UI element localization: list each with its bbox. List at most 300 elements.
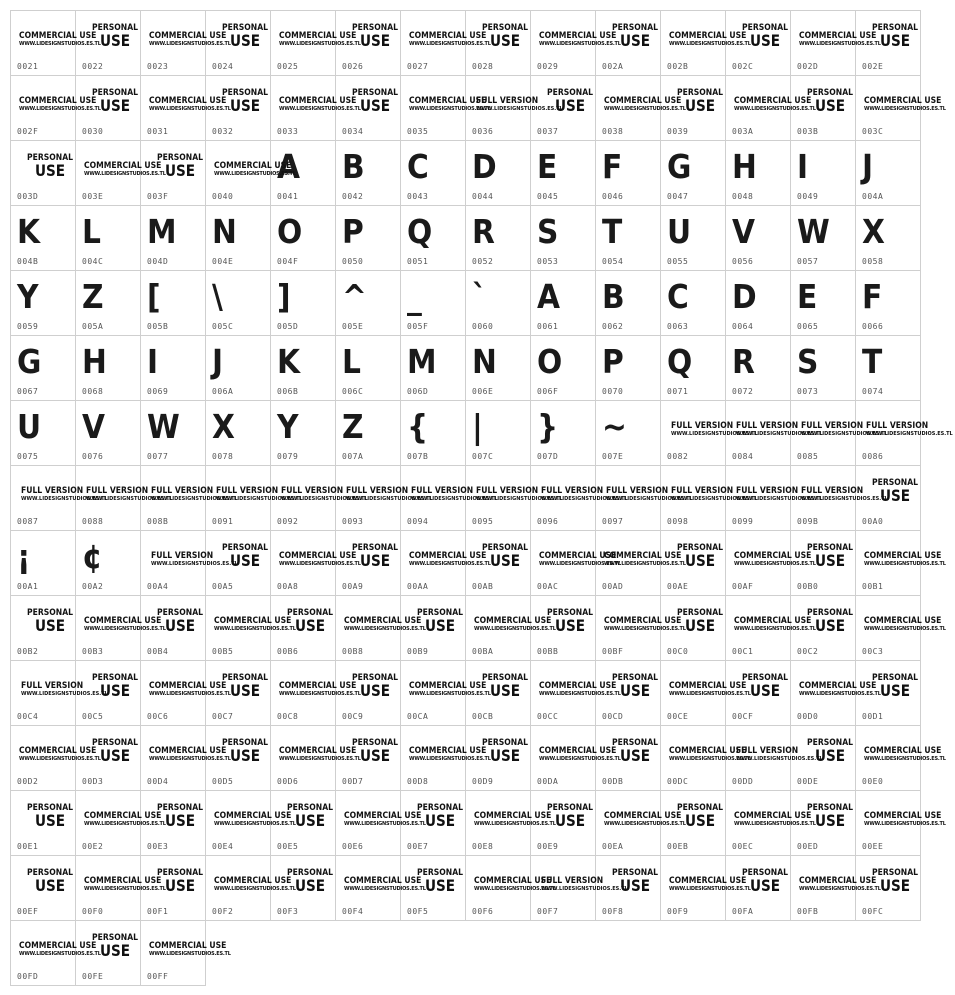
glyph-character: } [537,407,559,446]
glyph-cell [400,400,466,466]
personal-use-watermark [88,88,142,114]
glyph-cell [75,400,141,466]
watermark-title: COMMERCIAL USE [214,876,292,886]
watermark-url: WWW.LIDESIGNSTUDIOS.ES.TL [279,756,361,762]
watermark-personal: PERSONAL [482,23,528,33]
watermark-url: WWW.LIDESIGNSTUDIOS.ES.TL [149,41,231,47]
watermark-title: COMMERCIAL USE [214,161,292,171]
glyph-code: 00F5 [407,907,429,916]
commercial-use-watermark [864,811,955,827]
glyph-code: 00D1 [862,712,884,721]
watermark-personal: PERSONAL [742,673,788,683]
watermark-use: USE [164,811,196,830]
watermark-personal: PERSONAL [677,88,723,98]
glyph-cell [660,270,726,336]
watermark-title: FULL VERSION [21,681,84,691]
watermark-title: FULL VERSION [671,421,734,431]
glyph-character: Q [407,212,433,251]
watermark-url: WWW.LIDESIGNSTUDIOS.ES.TL [864,626,946,632]
watermark-personal: PERSONAL [612,673,658,683]
personal-use-watermark [348,738,402,764]
watermark-personal: PERSONAL [612,738,658,748]
glyph-code: 0086 [862,452,884,461]
glyph-character: K [277,342,301,381]
watermark-url: WWW.LIDESIGNSTUDIOS.ES.TL [409,756,491,762]
watermark-personal: PERSONAL [482,543,528,553]
watermark-use: USE [164,161,196,180]
glyph-code: 00B5 [212,647,234,656]
watermark-url: WWW.LIDESIGNSTUDIOS.ES.TL [799,691,881,697]
watermark-use: USE [619,681,651,700]
glyph-code: 0021 [17,62,39,71]
watermark-use: USE [749,681,781,700]
glyph-code: 00E6 [342,842,364,851]
watermark-url: WWW.LIDESIGNSTUDIOS.ES.TL [279,691,361,697]
glyph-character: H [82,342,107,381]
watermark-title: COMMERCIAL USE [214,616,292,626]
watermark-personal: PERSONAL [677,608,723,618]
glyph-code: 00E7 [407,842,429,851]
glyph-code: 004B [17,257,39,266]
watermark-url: WWW.LIDESIGNSTUDIOS.ES.TL [539,756,621,762]
watermark-use: USE [554,96,586,115]
watermark-url: WWW.LIDESIGNSTUDIOS.ES.TL [476,106,563,112]
watermark-use: USE [489,31,521,50]
watermark-title: FULL VERSION [541,876,604,886]
personal-use-watermark [348,673,402,699]
glyph-cell [855,140,921,206]
watermark-use: USE [294,616,326,635]
glyph-code: 0038 [602,127,624,136]
glyph-code: 003F [147,192,169,201]
glyph-cell [530,140,596,206]
glyph-code: 0055 [667,257,689,266]
watermark-personal: PERSONAL [547,88,593,98]
watermark-title: COMMERCIAL USE [474,616,552,626]
watermark-title: COMMERCIAL USE [279,31,357,41]
glyph-cell [855,75,946,141]
glyph-code: 009B [797,517,819,526]
watermark-url: WWW.LIDESIGNSTUDIOS.ES.TL [669,886,751,892]
glyph-code: 0045 [537,192,559,201]
personal-use-watermark [153,153,207,179]
glyph-code: 0067 [17,387,39,396]
glyph-code: 00BA [472,647,494,656]
glyph-code: 0047 [667,192,689,201]
glyph-cell [205,270,271,336]
watermark-url: WWW.LIDESIGNSTUDIOS.ES.TL [669,41,751,47]
glyph-code: 00DC [667,777,689,786]
watermark-personal: PERSONAL [807,738,853,748]
personal-use-watermark [803,88,857,114]
glyph-code: 00A0 [862,517,884,526]
personal-use-watermark [23,153,77,179]
watermark-title: COMMERCIAL USE [84,616,162,626]
glyph-code: 0052 [472,257,494,266]
glyph-code: 00DB [602,777,624,786]
glyph-code: 00A5 [212,582,234,591]
glyph-cell [855,725,946,791]
glyph-cell [400,140,466,206]
glyph-code: 0053 [537,257,559,266]
glyph-character: I [797,147,809,186]
glyph-character: C [407,147,429,186]
glyph-cell [465,140,531,206]
watermark-personal: PERSONAL [287,803,333,813]
glyph-cell [725,335,791,401]
glyph-code: 0031 [147,127,169,136]
glyph-code: 00E3 [147,842,169,851]
glyph-character: Y [277,407,299,446]
glyph-code: 0063 [667,322,689,331]
glyph-cell [530,270,596,336]
glyph-code: 005F [407,322,429,331]
glyph-code: 00F7 [537,907,559,916]
personal-use-watermark [88,673,142,699]
watermark-title: COMMERCIAL USE [84,876,162,886]
personal-use-watermark [348,543,402,569]
watermark-title: COMMERCIAL USE [539,681,617,691]
watermark-title: COMMERCIAL USE [409,746,487,756]
glyph-grid [10,10,953,985]
glyph-code: 0057 [797,257,819,266]
glyph-code: 00EF [17,907,39,916]
watermark-url: WWW.LIDESIGNSTUDIOS.ES.TL [346,496,433,502]
glyph-cell [465,335,531,401]
personal-use-watermark [88,933,142,959]
watermark-title: FULL VERSION [216,486,279,496]
glyph-code: 006B [277,387,299,396]
glyph-code: 00D2 [17,777,39,786]
glyph-code: 00B6 [277,647,299,656]
glyph-code: 00E2 [82,842,104,851]
glyph-character: { [407,407,429,446]
glyph-code: 006F [537,387,559,396]
watermark-use: USE [619,746,651,765]
personal-use-watermark [543,803,597,829]
glyph-code: 00F6 [472,907,494,916]
glyph-character: N [212,212,237,251]
glyph-cell [335,270,401,336]
glyph-code: 006C [342,387,364,396]
glyph-code: 00F8 [602,907,624,916]
watermark-title: FULL VERSION [21,486,84,496]
glyph-cell [205,400,271,466]
glyph-character: M [407,342,437,381]
glyph-cell [465,205,531,271]
glyph-code: 007C [472,452,494,461]
watermark-url: WWW.LIDESIGNSTUDIOS.ES.TL [214,886,296,892]
glyph-character: M [147,212,177,251]
watermark-personal: PERSONAL [417,608,463,618]
watermark-url: WWW.LIDESIGNSTUDIOS.ES.TL [151,496,238,502]
personal-use-watermark [478,673,532,699]
glyph-cell [75,530,141,596]
watermark-title: COMMERCIAL USE [279,681,357,691]
watermark-use: USE [814,811,846,830]
watermark-url: WWW.LIDESIGNSTUDIOS.ES.TL [214,171,296,177]
glyph-code: 008B [147,517,169,526]
watermark-use: USE [684,811,716,830]
personal-use-watermark [868,868,922,894]
watermark-personal: PERSONAL [27,868,73,878]
watermark-title: COMMERCIAL USE [474,876,552,886]
glyph-code: 002A [602,62,624,71]
commercial-use-watermark [864,96,955,112]
glyph-code: 00AA [407,582,429,591]
glyph-code: 0087 [17,517,39,526]
glyph-code: 005A [82,322,104,331]
watermark-title: COMMERCIAL USE [669,31,747,41]
glyph-cell [10,140,76,206]
glyph-code: 00C3 [862,647,884,656]
watermark-use: USE [814,746,846,765]
glyph-character: C [667,277,689,316]
glyph-cell [10,855,76,921]
glyph-character: ¢ [82,537,103,576]
glyph-code: 0099 [732,517,754,526]
watermark-title: FULL VERSION [151,551,214,561]
glyph-cell [660,205,726,271]
personal-use-watermark [868,23,922,49]
glyph-character: U [667,212,692,251]
watermark-url: WWW.LIDESIGNSTUDIOS.ES.TL [736,431,823,437]
glyph-cell [530,335,596,401]
glyph-code: 0022 [82,62,104,71]
glyph-code: 007A [342,452,364,461]
watermark-url: WWW.LIDESIGNSTUDIOS.ES.TL [279,561,361,567]
personal-use-watermark [23,803,77,829]
watermark-personal: PERSONAL [157,868,203,878]
glyph-code: 0088 [82,517,104,526]
watermark-title: COMMERCIAL USE [149,681,227,691]
watermark-title: COMMERCIAL USE [864,746,942,756]
glyph-code: 00F2 [212,907,234,916]
watermark-url: WWW.LIDESIGNSTUDIOS.ES.TL [409,41,491,47]
watermark-title: FULL VERSION [801,421,864,431]
glyph-code: 00EA [602,842,624,851]
watermark-personal: PERSONAL [417,803,463,813]
glyph-character: B [342,147,365,186]
watermark-personal: PERSONAL [92,23,138,33]
watermark-personal: PERSONAL [417,868,463,878]
watermark-title: COMMERCIAL USE [344,876,422,886]
glyph-cell [790,205,856,271]
watermark-title: COMMERCIAL USE [149,746,227,756]
glyph-character: V [82,407,105,446]
glyph-cell [855,205,921,271]
personal-use-watermark [868,478,922,504]
glyph-code: 0059 [17,322,39,331]
watermark-personal: PERSONAL [222,23,268,33]
glyph-code: 004A [862,192,884,201]
glyph-code: 00C9 [342,712,364,721]
glyph-code: 00EB [667,842,689,851]
personal-use-watermark [803,738,857,764]
glyph-code: 0069 [147,387,169,396]
glyph-cell [725,270,791,336]
watermark-url: WWW.LIDESIGNSTUDIOS.ES.TL [541,496,628,502]
watermark-personal: PERSONAL [222,543,268,553]
watermark-url: WWW.LIDESIGNSTUDIOS.ES.TL [539,41,621,47]
watermark-title: FULL VERSION [736,746,799,756]
watermark-url: WWW.LIDESIGNSTUDIOS.ES.TL [344,886,426,892]
watermark-use: USE [684,96,716,115]
watermark-personal: PERSONAL [27,608,73,618]
watermark-personal: PERSONAL [872,23,918,33]
glyph-character: D [472,147,497,186]
watermark-use: USE [489,746,521,765]
glyph-cell [10,530,76,596]
glyph-cell [75,335,141,401]
watermark-title: COMMERCIAL USE [734,551,812,561]
glyph-cell [10,270,76,336]
watermark-title: FULL VERSION [866,421,929,431]
watermark-url: WWW.LIDESIGNSTUDIOS.ES.TL [344,626,426,632]
glyph-code: 00C1 [732,647,754,656]
personal-use-watermark [543,608,597,634]
glyph-character: S [537,212,559,251]
watermark-title: FULL VERSION [86,486,149,496]
watermark-url: WWW.LIDESIGNSTUDIOS.ES.TL [604,626,686,632]
glyph-code: 00D3 [82,777,104,786]
glyph-character: O [277,212,303,251]
watermark-personal: PERSONAL [677,803,723,813]
glyph-code: 0093 [342,517,364,526]
glyph-code: 0054 [602,257,624,266]
watermark-use: USE [229,31,261,50]
glyph-character: G [17,342,42,381]
glyph-character: L [82,212,101,251]
glyph-code: 0034 [342,127,364,136]
glyph-code: 0051 [407,257,429,266]
watermark-title: COMMERCIAL USE [279,551,357,561]
watermark-personal: PERSONAL [222,88,268,98]
glyph-code: 003A [732,127,754,136]
personal-use-watermark [608,738,662,764]
watermark-title: COMMERCIAL USE [279,746,357,756]
glyph-code: 00FD [17,972,39,981]
glyph-code: 0039 [667,127,689,136]
glyph-code: 00C0 [667,647,689,656]
glyph-cell [595,335,661,401]
glyph-character: A [277,147,300,186]
glyph-character: Q [667,342,693,381]
full-version-watermark [866,421,953,437]
glyph-code: 0026 [342,62,364,71]
glyph-character: A [537,277,560,316]
watermark-personal: PERSONAL [92,673,138,683]
glyph-cell [400,335,466,401]
watermark-url: WWW.LIDESIGNSTUDIOS.ES.TL [474,821,556,827]
glyph-cell [855,270,921,336]
glyph-code: 00B4 [147,647,169,656]
personal-use-watermark [218,673,272,699]
watermark-use: USE [489,551,521,570]
glyph-code: 0033 [277,127,299,136]
glyph-code: 0070 [602,387,624,396]
watermark-url: WWW.LIDESIGNSTUDIOS.ES.TL [864,106,946,112]
glyph-cell [790,140,856,206]
glyph-character: E [797,277,818,316]
glyph-code: 0092 [277,517,299,526]
commercial-use-watermark [149,941,240,957]
watermark-title: COMMERCIAL USE [539,746,617,756]
glyph-code: 0098 [667,517,689,526]
watermark-title: COMMERCIAL USE [734,96,812,106]
glyph-code: 00C8 [277,712,299,721]
glyph-cell [10,205,76,271]
watermark-title: FULL VERSION [671,486,734,496]
glyph-code: 00E4 [212,842,234,851]
glyph-cell [140,920,231,986]
watermark-personal: PERSONAL [612,868,658,878]
glyph-code: 00E1 [17,842,39,851]
glyph-character: U [17,407,42,446]
watermark-url: WWW.LIDESIGNSTUDIOS.ES.TL [21,496,108,502]
glyph-character: I [147,342,159,381]
glyph-code: 00F0 [82,907,104,916]
glyph-code: 00B1 [862,582,884,591]
watermark-personal: PERSONAL [742,23,788,33]
glyph-code: 0073 [797,387,819,396]
glyph-code: 0084 [732,452,754,461]
watermark-personal: PERSONAL [872,868,918,878]
watermark-title: COMMERCIAL USE [669,876,747,886]
glyph-character: D [732,277,757,316]
glyph-code: 00D0 [797,712,819,721]
glyph-code: 00D4 [147,777,169,786]
watermark-use: USE [359,746,391,765]
watermark-url: WWW.LIDESIGNSTUDIOS.ES.TL [736,496,823,502]
watermark-title: COMMERCIAL USE [149,31,227,41]
glyph-code: 00F9 [667,907,689,916]
glyph-code: 00C5 [82,712,104,721]
watermark-title: COMMERCIAL USE [864,96,942,106]
glyph-code: 00CC [537,712,559,721]
glyph-cell [595,140,661,206]
glyph-code: 00F3 [277,907,299,916]
glyph-code: 00A9 [342,582,364,591]
glyph-code: 003C [862,127,884,136]
watermark-use: USE [34,876,66,895]
watermark-title: FULL VERSION [736,486,799,496]
glyph-cell [205,335,271,401]
commercial-use-watermark [214,161,305,177]
glyph-character: ¡ [17,537,31,576]
watermark-use: USE [749,31,781,50]
personal-use-watermark [218,88,272,114]
watermark-url: WWW.LIDESIGNSTUDIOS.ES.TL [21,691,108,697]
glyph-code: 00CD [602,712,624,721]
personal-use-watermark [738,673,792,699]
glyph-character: ~ [602,407,627,446]
glyph-code: 005E [342,322,364,331]
watermark-title: COMMERCIAL USE [539,31,617,41]
watermark-title: COMMERCIAL USE [734,616,812,626]
glyph-code: 00D7 [342,777,364,786]
glyph-character: [ [147,277,161,316]
glyph-cell [465,270,531,336]
glyph-cell [725,205,791,271]
glyph-cell [335,335,401,401]
glyph-cell [530,400,596,466]
glyph-character: W [147,407,180,446]
watermark-personal: PERSONAL [872,673,918,683]
watermark-personal: PERSONAL [742,868,788,878]
glyph-code: 00DA [537,777,559,786]
watermark-url: WWW.LIDESIGNSTUDIOS.ES.TL [216,496,303,502]
